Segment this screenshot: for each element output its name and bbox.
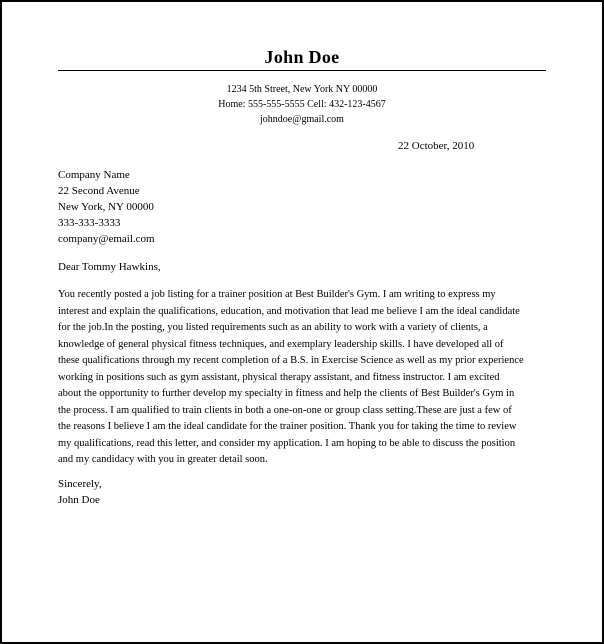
header-divider [58, 70, 546, 71]
body-line: knowledge of general physical fitness techniques, and exemplary leadership skills. I have developed all of [58, 338, 504, 350]
recipient-block [58, 167, 155, 247]
body-line: You recently posted a job listing for a trainer position at Best Builder's Gym. I am writing to express my [58, 289, 496, 300]
body-line: for the job.In the posting, you listed requirements such as an ability to work with a variety of clients, a [58, 322, 488, 333]
body-line: about the opportunity to further develop my specialty in fitness and help the clients of Best Builder's Gym in [58, 388, 515, 399]
salutation: Dear Tommy Hawkins, [58, 261, 161, 273]
body-line: and my candidacy with you in greater detail soon. [58, 454, 268, 465]
recipient-street: 22 Second Avenue [58, 185, 140, 197]
sender-phones: Home: 555-555-5555 Cell: 432-123-4567 [218, 99, 386, 110]
letter-body [58, 287, 524, 469]
signature-name: John Doe [58, 494, 100, 506]
recipient-phone: 333-333-3333 [58, 217, 121, 229]
body-line: my qualifications, read this letter, and consider my application. I am hoping to be able to discuss the position [58, 437, 516, 449]
body-line: the reasons I believe I am the ideal candidate for the trainer position. Thank you for taking the time to review [58, 421, 517, 432]
recipient-email: company@email.com [58, 233, 155, 245]
sender-email: johndoe@gmail.com [260, 114, 344, 125]
sender-name: John Doe [264, 47, 340, 67]
recipient-city: New York, NY 00000 [58, 201, 154, 213]
valediction: Sincerely, [58, 478, 102, 490]
body-line: these qualifications through my recent completion of a B.S. in Exercise Science as well as my prior experience [58, 355, 524, 366]
sender-contact-block [2, 82, 602, 127]
letter-date: 22 October, 2010 [398, 140, 475, 152]
sender-address: 1234 5th Street, New York NY 00000 [226, 84, 378, 95]
body-line: working in positions such as gym assistant, physical therapy assistant, and fitness instructor. I am excited [58, 371, 500, 383]
closing-block [58, 476, 102, 508]
body-line: interest and explain the qualifications, education, and motivation that lead me believe I am the ideal candidate [58, 305, 520, 317]
recipient-company: Company Name [58, 169, 130, 181]
body-line: the process. I am qualified to train clients in both a one-on-one or group class setting.These are just a few of [58, 404, 512, 416]
